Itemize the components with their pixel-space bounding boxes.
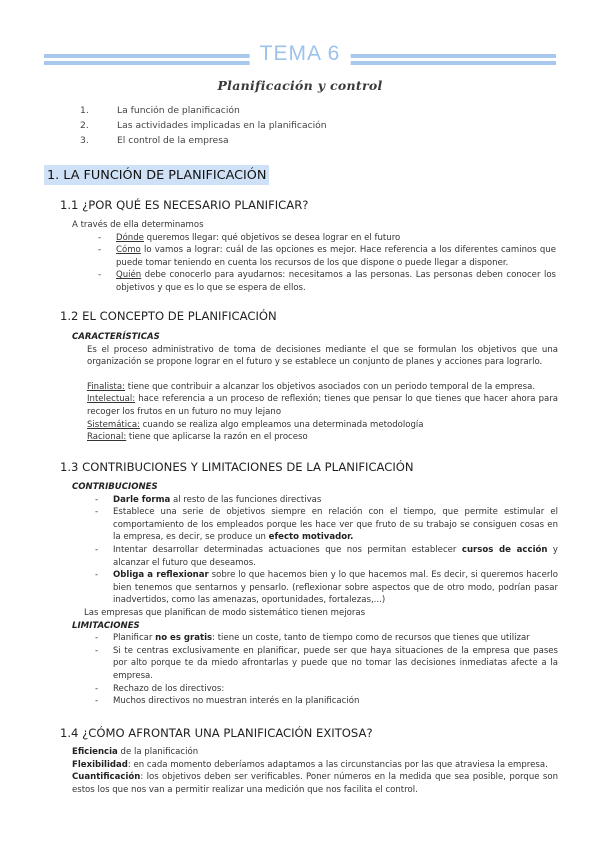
trait-item [87, 381, 558, 394]
caption-contribuciones: CONTRIBUCIONES [72, 482, 158, 492]
toc-text: Las actividades implicadas en la planificación [117, 120, 327, 131]
list-item [90, 269, 556, 294]
subsection-heading-1-3: 1.3 CONTRIBUCIONES Y LIMITACIONES DE LA PLANIFICACIÓN [60, 460, 414, 474]
list-text: Si te centras exclusivamente en planificar, puede ser que haya situaciones de la empresa que pases por alto porque te da miedo afrontarlas y puede que no tomar las decisiones inmediatas afecte a la empresa. [113, 645, 558, 681]
list-text: y alcanzar el futuro que deseamos. [113, 544, 558, 568]
toc-item [80, 135, 327, 150]
trait-term: Intelectual: [87, 394, 136, 405]
bold-term: Obliga a reflexionar [113, 570, 209, 581]
list-item [87, 645, 558, 683]
toc-number: 1. [80, 105, 89, 116]
list-text: debe conocerlo para ayudarnos: necesitamos a las personas. Las personas deben conocer los objetivos y que es lo que se espera de ellos. [116, 270, 556, 293]
paragraph-text: : los objetivos deben ser verificables. Poner números en la medida que sea posible, porque son estos los que nos van a permitir realizar una medición que nos facilita el control. [72, 772, 558, 795]
trait-term: Sistemática: [87, 419, 140, 430]
bold-term: cursos de acción [461, 544, 548, 555]
list-text: : tiene un coste, tanto de tiempo como de recursos que tienes que utilizar [212, 633, 530, 644]
trait-item [87, 431, 558, 444]
bold-term: efecto motivador. [268, 532, 354, 543]
list-item [90, 232, 556, 245]
section-heading: 1. LA FUNCIÓN DE PLANIFICACIÓN [44, 165, 269, 185]
list-item [87, 569, 558, 607]
toc-number: 2. [80, 120, 89, 131]
trait-term: Finalista: [87, 381, 125, 392]
toc-text: La función de planificación [117, 105, 240, 116]
list-item [87, 683, 558, 696]
bold-term: Cuantificación [72, 772, 141, 783]
list-text: sobre lo que hacemos bien y lo que hacemos mal. Es decir, si queremos hacerlo bien tenemos que sentarnos y pensarlo. (reflexionar sobre aspectos que de otro modo, podrían pasar inadvertidos, como las amenazas, oportunidades, fortalezas,...) [113, 570, 559, 606]
list-text: lo vamos a lograr: cuál de las opciones es mejor. Hace referencia a los diferentes caminos que puede tomar teniendo en cuenta los recursos de los que dispone o puede llegar a disponer. [116, 245, 556, 268]
toc-text: El control de la empresa [117, 135, 229, 146]
paragraph [72, 746, 558, 759]
list-item [87, 695, 558, 708]
list-item [87, 506, 558, 544]
caption-caracteristicas: CARACTERÍSTICAS [72, 332, 160, 342]
subsection-1-3-body [72, 481, 558, 708]
title-banner [44, 42, 556, 70]
limitations-list [72, 632, 558, 708]
trait-item [87, 419, 558, 432]
paragraph [72, 759, 558, 772]
paragraph-text: de la planificación [117, 747, 199, 757]
subsection-heading-1-1: 1.1 ¿POR QUÉ ES NECESARIO PLANIFICAR? [60, 198, 309, 212]
paragraph [72, 771, 558, 796]
list-term: Cómo [116, 245, 141, 256]
note-text: Las empresas que planifican de modo sistemático tienen mejoras [84, 607, 366, 618]
toc-item [80, 105, 327, 120]
intro-text: A través de ella determinamos [72, 220, 204, 230]
page-subtitle: Planificación y control [217, 78, 383, 93]
trait-text: hace referencia a un proceso de reflexión; tienes que pensar lo que tienes que hacer ahora para recoger los frutos en un futuro no muy lejano [87, 394, 558, 417]
bold-term: Flexibilidad [72, 759, 128, 770]
list-text: queremos llegar: qué objetivos se desea lograr en el futuro [143, 232, 401, 243]
list-text: Establece una serie de objetivos siempre en relación con el tiempo, que permite estimular el comportamiento de los empleados porque les hace ver que fruto de su trabajo se consiguen cosas en la empresa, es decir, se produce un [113, 507, 558, 543]
subsection-1-2-body [72, 331, 558, 444]
list-text: Planificar [113, 633, 156, 644]
trait-term: Racional: [87, 432, 127, 443]
page-title: TEMA 6 [250, 42, 351, 66]
list-item [87, 632, 558, 645]
subsection-1-1-body [72, 219, 556, 295]
list-term: Dónde [116, 232, 144, 243]
list-text: Muchos directivos no muestran interés en la planificación [113, 696, 360, 707]
caption-limitaciones: LIMITACIONES [72, 620, 140, 631]
list-item [87, 544, 558, 569]
trait-text: tiene que contribuir a alcanzar los objetivos asociados con un periodo temporal de la empresa. [125, 381, 536, 392]
list-text: Intentar desarrollar determinadas actuaciones que nos permitan establecer [113, 544, 462, 555]
toc-number: 3. [80, 135, 89, 146]
list-item [87, 494, 558, 507]
list-text: al resto de las funciones directivas [170, 494, 322, 505]
subsection-heading-1-4: 1.4 ¿CÓMO AFRONTAR UNA PLANIFICACIÓN EXITOSA? [60, 726, 373, 740]
table-of-contents [80, 105, 327, 150]
list-text: Rechazo de los directivos: [113, 683, 225, 694]
definition-paragraph: Es el proceso administrativo de toma de decisiones mediante el que se formulan los objetivos que una organización se propone lograr en el futuro y se establece un conjunto de planes y acciones para lograrlo. [87, 344, 558, 368]
paragraph-text: : en cada momento deberíamos adaptamos a las circunstancias por las que atraviesa la empresa. [127, 759, 548, 770]
bold-term: Eficiencia [72, 747, 118, 757]
traits-list [72, 381, 558, 444]
list-item [90, 244, 556, 269]
trait-text: cuando se realiza algo empleamos una determinada metodología [139, 419, 424, 430]
subsection-heading-1-2: 1.2 EL CONCEPTO DE PLANIFICACIÓN [60, 309, 277, 323]
toc-item [80, 120, 327, 135]
subsection-1-4-body [72, 746, 558, 796]
trait-text: tiene que aplicarse la razón en el proceso [126, 432, 308, 443]
list-term: Quién [116, 270, 142, 281]
trait-item [87, 393, 558, 418]
contributions-list [72, 494, 558, 607]
question-list [72, 232, 556, 295]
bold-term: Darle forma [113, 494, 171, 505]
bold-term: no es gratis [155, 633, 213, 644]
